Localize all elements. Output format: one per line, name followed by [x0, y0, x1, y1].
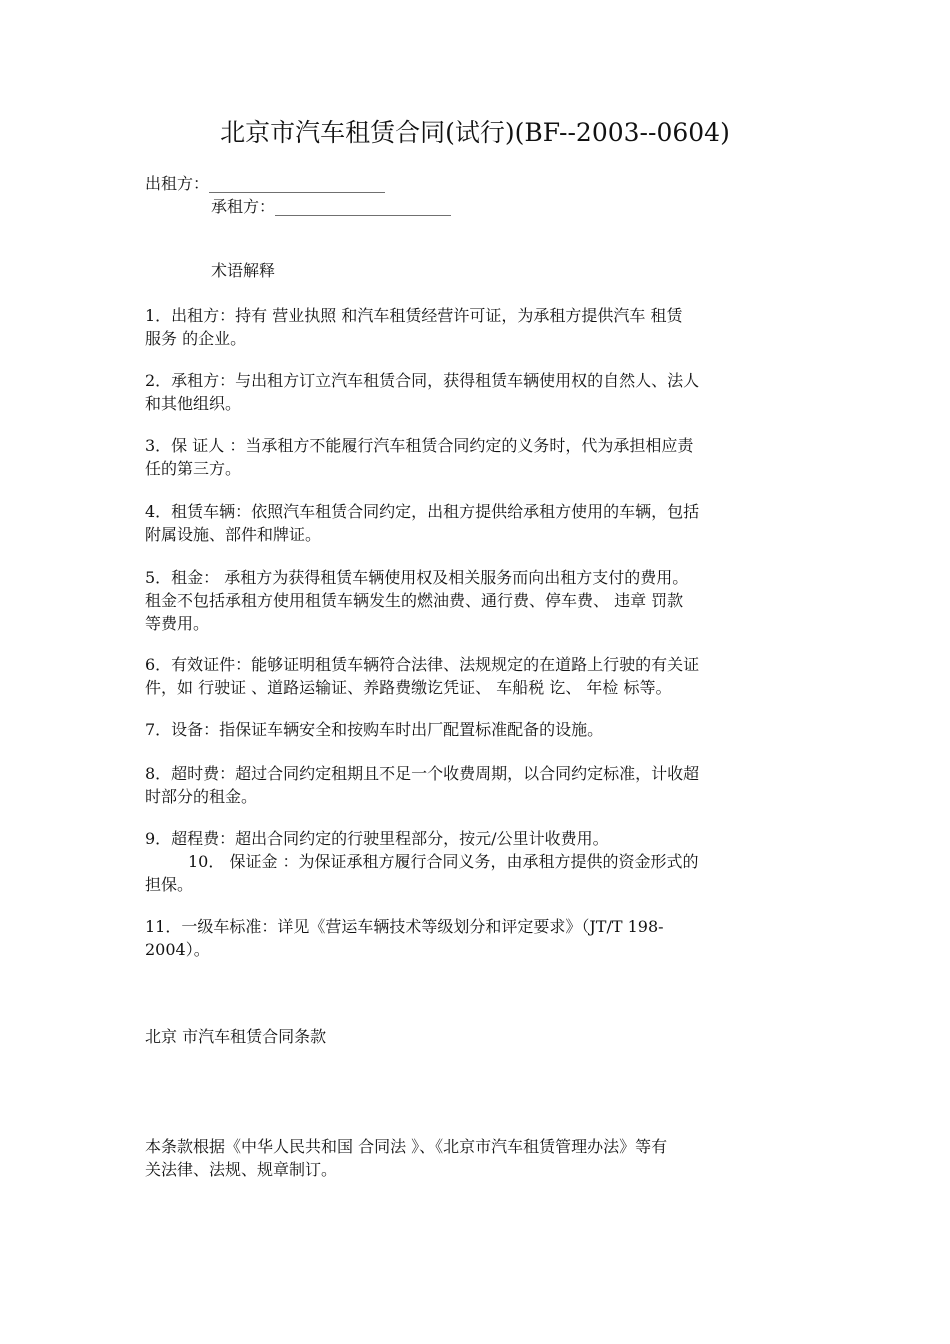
terms-heading: 术语解释	[211, 261, 276, 280]
term-line: 件，如 行驶证 、道路运输证、养路费缴讫凭证、 车船税 讫、 年检 标等。	[145, 678, 672, 697]
term-line: 2004）。	[145, 940, 210, 959]
term-line: 附属设施、部件和牌证。	[145, 525, 322, 544]
term-line: 租金不包括承租方使用租赁车辆发生的燃油费、通行费、停车费、 违章 罚款	[145, 591, 684, 610]
term-line: 4．租赁车辆：依照汽车租赁合同约定，出租方提供给承租方使用的车辆，包括	[145, 502, 700, 521]
term-7	[145, 718, 807, 741]
term-11	[145, 915, 807, 961]
term-line: 时部分的租金。	[145, 787, 258, 806]
term-line: 和其他组织。	[145, 394, 242, 413]
term-line: 8．超时费：超过合同约定租期且不足一个收费周期，以合同约定标准，计收超	[145, 764, 700, 783]
term-line: 7．设备：指保证车辆安全和按购车时出厂配置标准配备的设施。	[145, 720, 604, 739]
clauses-heading-block	[145, 1025, 807, 1048]
term-line: 10． 保证金 ：为保证承租方履行合同义务，由承租方提供的资金形式的	[188, 852, 699, 871]
lessor-line: 出租方：______________________	[145, 174, 386, 193]
term-line: 等费用。	[145, 614, 210, 633]
document-title: 北京市汽车租赁合同(试行)(BF--2003--0604)	[220, 118, 730, 147]
term-line: 任的第三方。	[145, 459, 242, 478]
term-line: 6．有效证件：能够证明租赁车辆符合法律、法规规定的在道路上行驶的有关证	[145, 655, 700, 674]
parties-block	[145, 172, 807, 218]
term-line: 2．承租方：与出租方订立汽车租赁合同，获得租赁车辆使用权的自然人、法人	[145, 371, 700, 390]
terms-heading-block	[145, 259, 807, 282]
term-line: 服务 的企业。	[145, 329, 247, 348]
term-line: 3．保 证人 ：当承租方不能履行汽车租赁合同约定的义务时，代为承担相应责	[145, 436, 694, 455]
term-6	[145, 653, 807, 699]
term-1	[145, 304, 807, 350]
term-2	[145, 369, 807, 415]
term-line: 1．出租方：持有 营业执照 和汽车租赁经营许可证，为承租方提供汽车 租赁	[145, 306, 683, 325]
term-line: 担保。	[145, 875, 194, 894]
term-line: 9．超程费：超出合同约定的行驶里程部分，按元/公里计收费用。	[145, 829, 609, 848]
lessee-line: 承租方：______________________	[211, 197, 452, 216]
term-5	[145, 566, 807, 635]
term-line: 5．租金： 承租方为获得租赁车辆使用权及相关服务而向出租方支付的费用。	[145, 568, 689, 587]
term-3	[145, 434, 807, 480]
basis-line: 本条款根据《中华人民共和国 合同法 》、《北京市汽车租赁管理办法》等有	[145, 1137, 668, 1156]
clauses-heading: 北京 市汽车租赁合同条款	[145, 1027, 327, 1046]
basis-line: 关法律、法规、规章制订。	[145, 1160, 338, 1179]
term-9	[145, 827, 807, 896]
basis-paragraph	[145, 1135, 807, 1181]
term-4	[145, 500, 807, 546]
term-line: 11．一级车标准：详见《营运车辆技术等级划分和评定要求》（JT/T 198-	[145, 917, 664, 936]
term-8	[145, 762, 807, 808]
